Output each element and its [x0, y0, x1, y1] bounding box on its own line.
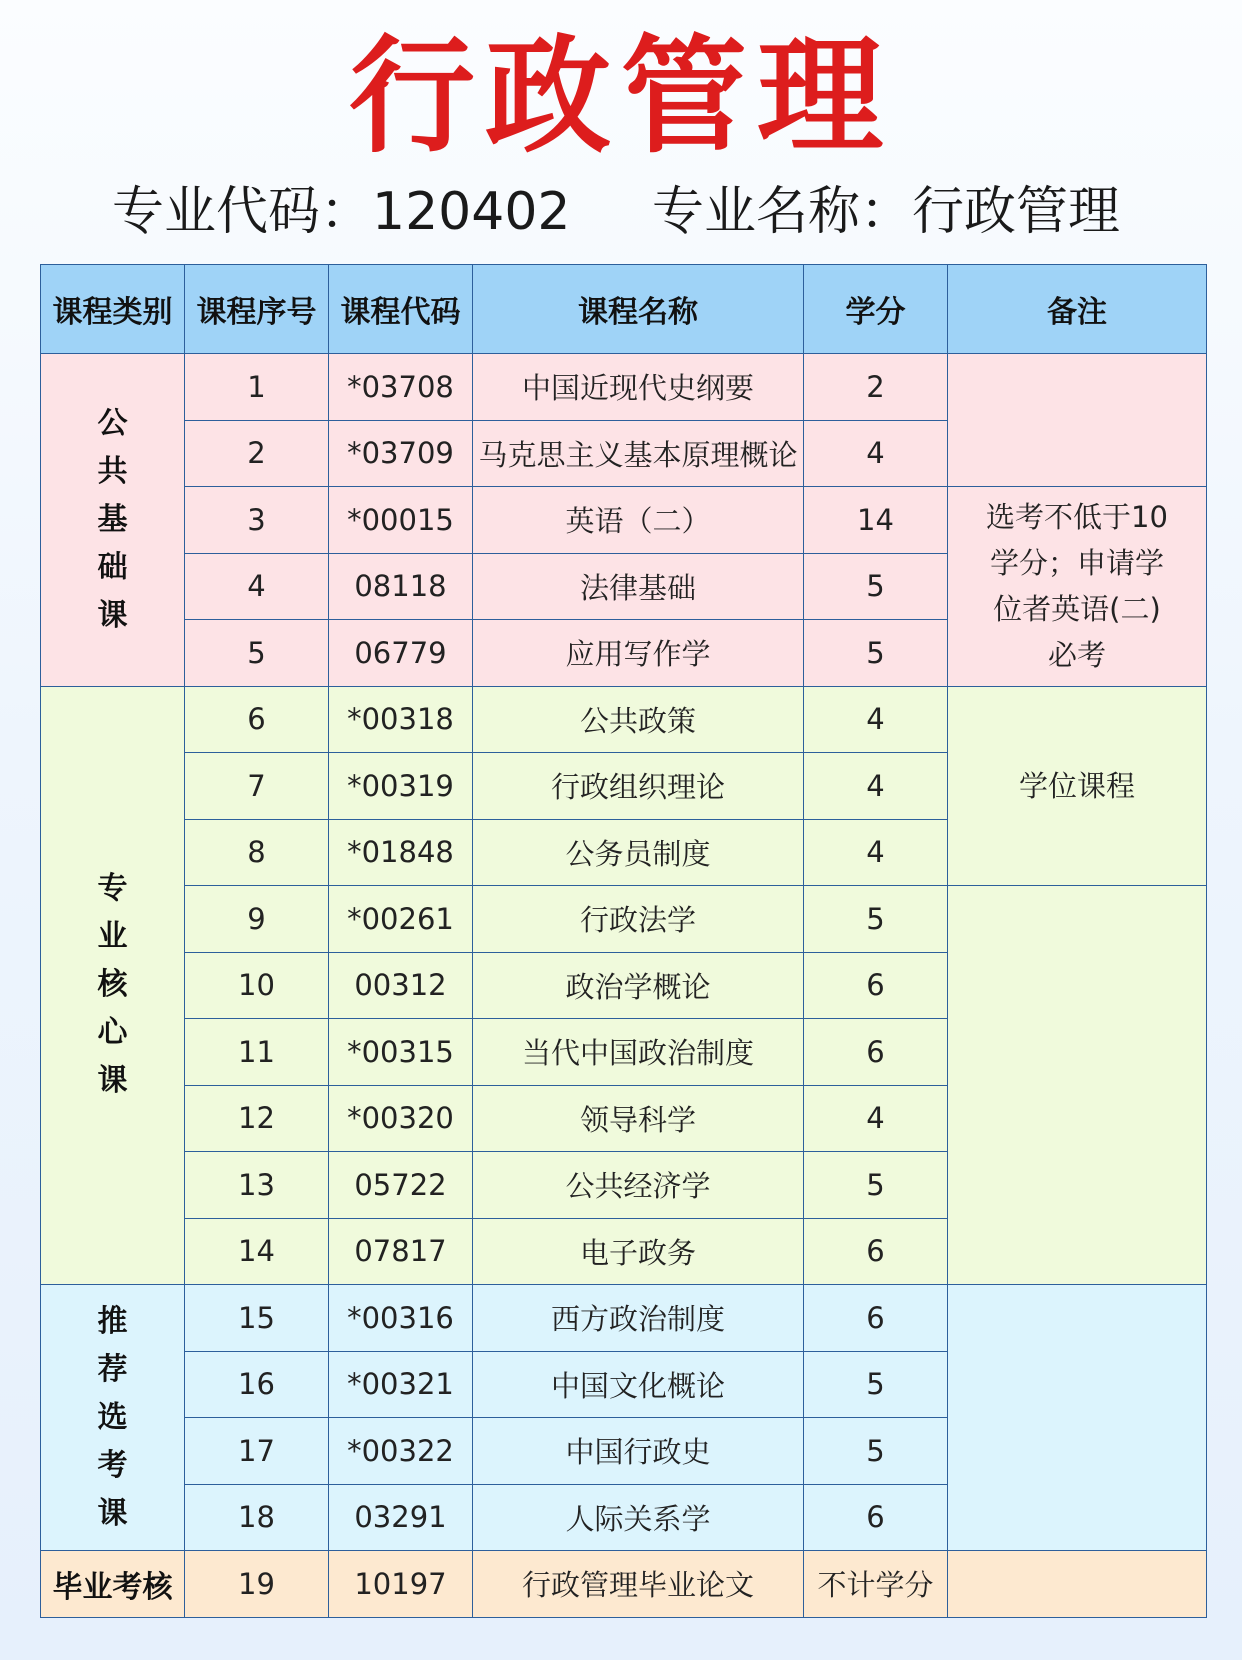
category-graduation: 毕业考核: [41, 1551, 185, 1618]
course-name: 中国行政史: [473, 1418, 804, 1485]
major-name: 专业名称：行政管理: [652, 182, 1121, 242]
major-code: 专业代码：120402: [112, 182, 571, 242]
course-code: 10197: [329, 1551, 473, 1618]
course-credit: 4: [804, 753, 948, 820]
note-empty: [948, 1551, 1207, 1618]
course-number: 17: [185, 1418, 329, 1485]
table-row: [41, 886, 1207, 953]
course-number: 3: [185, 487, 329, 554]
course-number: 13: [185, 1152, 329, 1219]
course-name: 应用写作学: [473, 620, 804, 687]
course-credit: 6: [804, 952, 948, 1019]
course-code: *00318: [329, 686, 473, 753]
table-header-row: [41, 265, 1207, 354]
course-code: *00315: [329, 1019, 473, 1086]
course-number: 11: [185, 1019, 329, 1086]
category-core: 专业核心课: [41, 686, 185, 1285]
course-credit: 5: [804, 1351, 948, 1418]
table-row: [41, 1285, 1207, 1352]
course-code: *00322: [329, 1418, 473, 1485]
course-credit: 6: [804, 1484, 948, 1551]
course-number: 16: [185, 1351, 329, 1418]
course-credit: 5: [804, 1418, 948, 1485]
course-name: 英语（二）: [473, 487, 804, 554]
course-number: 8: [185, 819, 329, 886]
course-credit: 4: [804, 1085, 948, 1152]
course-code: *03709: [329, 420, 473, 487]
course-credit: 4: [804, 420, 948, 487]
course-code: *00321: [329, 1351, 473, 1418]
note-empty: [948, 886, 1207, 1285]
table-row: [41, 686, 1207, 753]
course-code: 00312: [329, 952, 473, 1019]
course-name: 法律基础: [473, 553, 804, 620]
course-code: *03708: [329, 354, 473, 421]
course-name: 行政组织理论: [473, 753, 804, 820]
table-row: [41, 1551, 1207, 1618]
course-name: 中国文化概论: [473, 1351, 804, 1418]
note-english: 选考不低于10学分；申请学位者英语(二)必考: [948, 487, 1207, 687]
course-name: 公共经济学: [473, 1152, 804, 1219]
course-credit: 4: [804, 819, 948, 886]
course-credit: 6: [804, 1285, 948, 1352]
course-name: 公务员制度: [473, 819, 804, 886]
course-number: 2: [185, 420, 329, 487]
course-credit: 5: [804, 1152, 948, 1219]
course-name: 电子政务: [473, 1218, 804, 1285]
course-credit: 5: [804, 886, 948, 953]
course-number: 19: [185, 1551, 329, 1618]
course-code: *00320: [329, 1085, 473, 1152]
course-name: 行政法学: [473, 886, 804, 953]
table-row: [41, 354, 1207, 421]
header-credit: 学分: [804, 265, 948, 354]
course-code: *01848: [329, 819, 473, 886]
page-title: 行政管理: [349, 23, 893, 170]
course-credit: 5: [804, 620, 948, 687]
course-number: 4: [185, 553, 329, 620]
course-credit: 5: [804, 553, 948, 620]
course-code: 06779: [329, 620, 473, 687]
course-name: 马克思主义基本原理概论: [473, 420, 804, 487]
note-empty: [948, 1285, 1207, 1551]
course-code: *00015: [329, 487, 473, 554]
note-empty: [948, 354, 1207, 487]
course-credit: 2: [804, 354, 948, 421]
course-code: 08118: [329, 553, 473, 620]
course-credit: 4: [804, 686, 948, 753]
course-name: 行政管理毕业论文: [473, 1551, 804, 1618]
course-number: 15: [185, 1285, 329, 1352]
header-note: 备注: [948, 265, 1207, 354]
category-elective: 推荐选考课: [41, 1285, 185, 1551]
course-credit: 6: [804, 1218, 948, 1285]
header-number: 课程序号: [185, 265, 329, 354]
course-number: 7: [185, 753, 329, 820]
course-name: 西方政治制度: [473, 1285, 804, 1352]
course-number: 10: [185, 952, 329, 1019]
course-number: 9: [185, 886, 329, 953]
course-number: 6: [185, 686, 329, 753]
course-code: *00261: [329, 886, 473, 953]
category-public: 公共基础课: [41, 354, 185, 687]
course-code: 07817: [329, 1218, 473, 1285]
course-number: 14: [185, 1218, 329, 1285]
course-name: 人际关系学: [473, 1484, 804, 1551]
course-credit: 不计学分: [804, 1551, 948, 1618]
course-name: 政治学概论: [473, 952, 804, 1019]
course-credit: 6: [804, 1019, 948, 1086]
course-number: 12: [185, 1085, 329, 1152]
course-number: 18: [185, 1484, 329, 1551]
table-row: [41, 487, 1207, 554]
course-code: 05722: [329, 1152, 473, 1219]
course-credit: 14: [804, 487, 948, 554]
course-number: 1: [185, 354, 329, 421]
note-degree: 学位课程: [948, 686, 1207, 886]
course-code: 03291: [329, 1484, 473, 1551]
course-table: [40, 264, 1207, 1618]
header-category: 课程类别: [41, 265, 185, 354]
header-code: 课程代码: [329, 265, 473, 354]
header-course-name: 课程名称: [473, 265, 804, 354]
course-name: 公共政策: [473, 686, 804, 753]
course-number: 5: [185, 620, 329, 687]
course-name: 当代中国政治制度: [473, 1019, 804, 1086]
course-name: 领导科学: [473, 1085, 804, 1152]
course-code: *00316: [329, 1285, 473, 1352]
course-name: 中国近现代史纲要: [473, 354, 804, 421]
course-code: *00319: [329, 753, 473, 820]
